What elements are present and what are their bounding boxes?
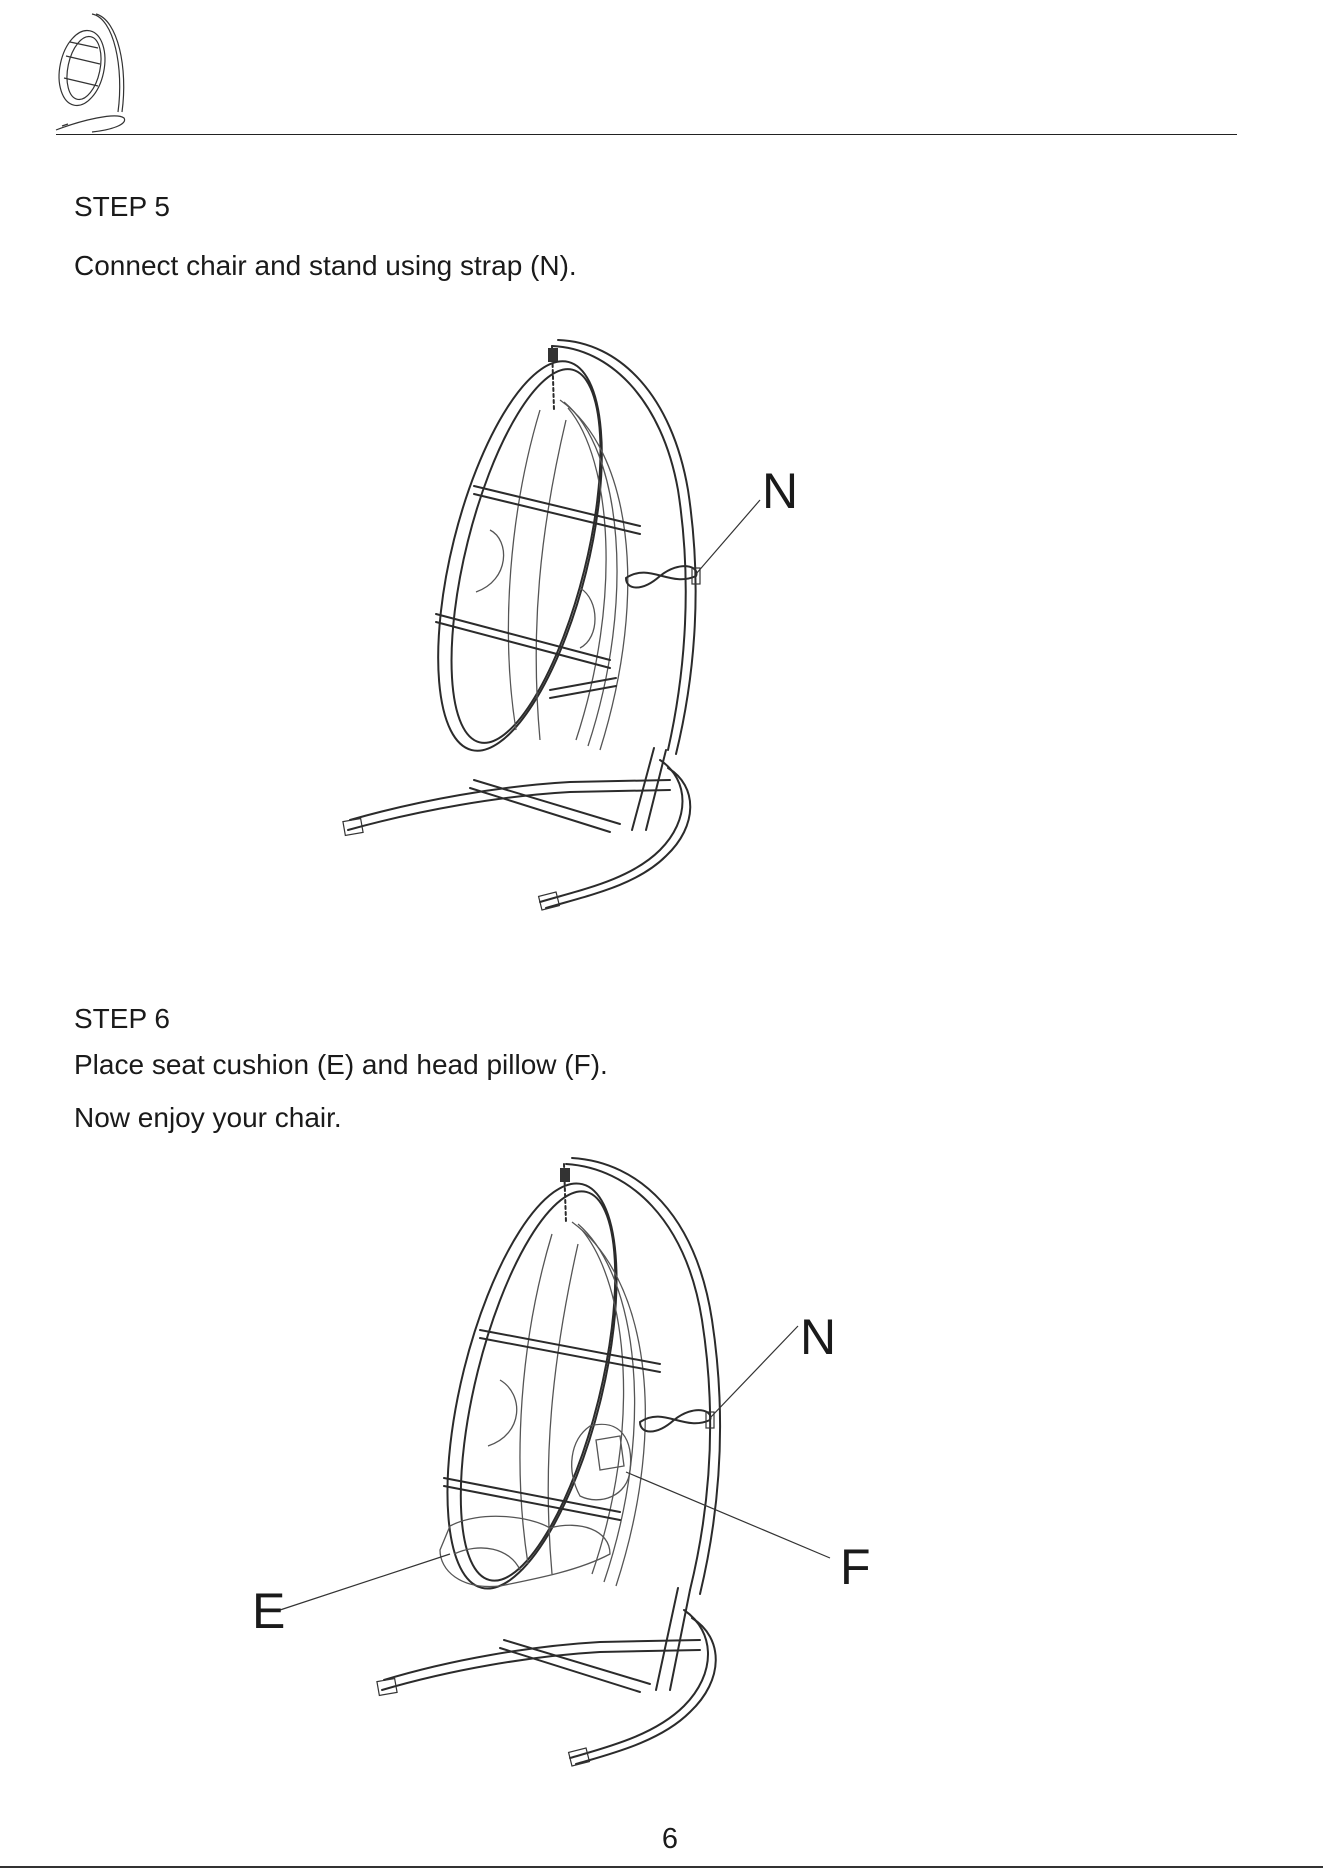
step-6-cushion-callout: E xyxy=(252,1583,286,1639)
hanging-chair-thumbnail-icon xyxy=(52,8,132,133)
step-6-instruction: Place seat cushion (E) and head pillow (F). xyxy=(74,1049,608,1080)
footer-rule xyxy=(0,1866,1323,1868)
step-5-heading: STEP 5 xyxy=(74,191,170,222)
step-6-strap-callout: N xyxy=(800,1309,837,1365)
step-5-strap-callout: N xyxy=(762,463,799,519)
step-6-closing-text: Now enjoy your chair. xyxy=(74,1102,342,1133)
step-6-illustration xyxy=(420,1150,940,1770)
step-5-instruction: Connect chair and stand using strap (N). xyxy=(74,250,577,281)
page-number: 6 xyxy=(661,1823,679,1855)
step-5-illustration xyxy=(400,330,860,910)
step-6-pillow-callout: F xyxy=(840,1539,871,1595)
header-rule xyxy=(56,134,1237,135)
step-6-heading: STEP 6 xyxy=(74,1003,170,1034)
